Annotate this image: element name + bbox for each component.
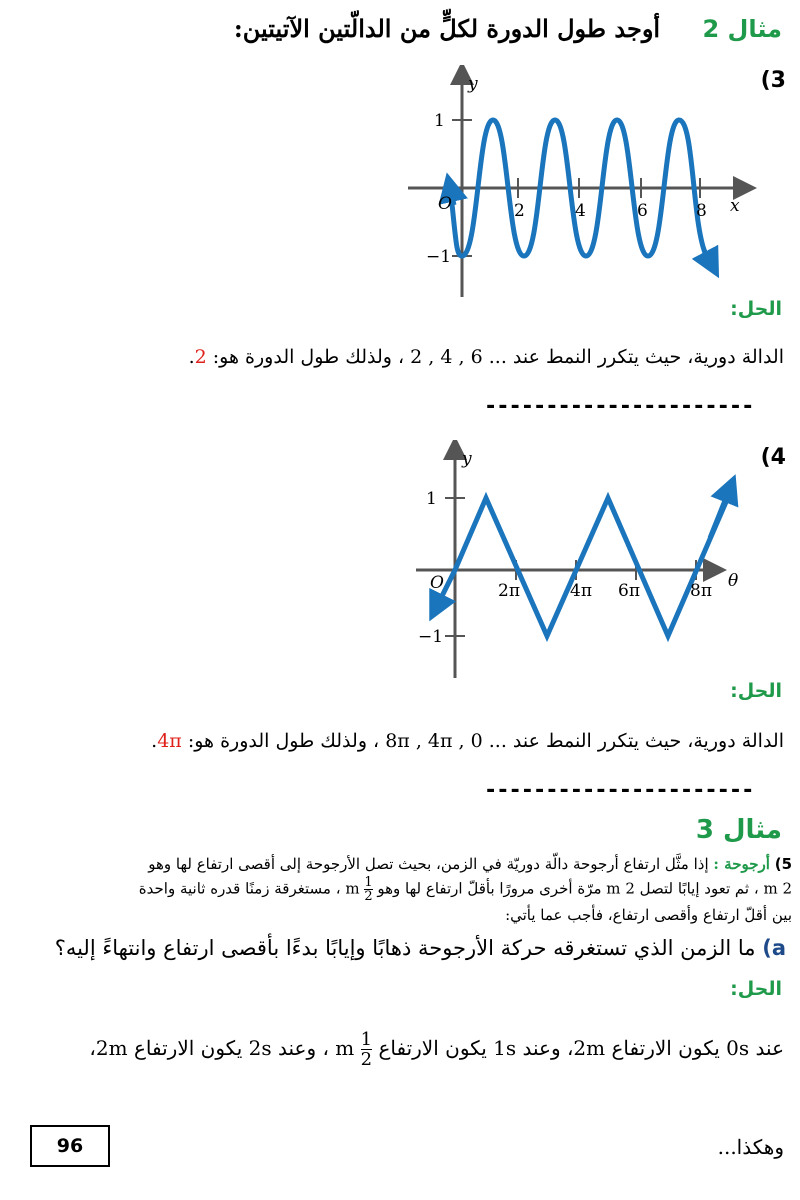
answer-frac-den: 2 [360, 1049, 373, 1070]
problem4-answer-value: 4π [157, 730, 182, 752]
problem4-answer-text: الدالة دورية، حيث يتكرر النمط عند ... 8π , 4π , 0 ، ولذلك طول الدورة هو: [187, 730, 784, 752]
page-number: 96 [30, 1125, 110, 1167]
divider-2: ---------------------- [484, 778, 754, 803]
problem3-answer-text: الدالة دورية، حيث يتكرر النمط عند ... 6 , 4 , 2 ، ولذلك طول الدورة هو: [212, 346, 784, 368]
example3-solution-label: الحل: [730, 978, 782, 1000]
problem3-ytick-neg1: −1 [426, 247, 452, 267]
question-text: ما الزمن الذي تستغرقه حركة الأرجوحة ذهابًا وإيابًا بدءًا بأقصى ارتفاع وانتهاءً إليه؟ [54, 936, 756, 960]
problem4-number: (4 [760, 445, 786, 470]
example3-problem-label: أرجوحة : [713, 855, 770, 873]
problem3-answer-end: . [188, 346, 195, 368]
problem3-xtick-4: 4 [575, 201, 586, 221]
problem4-y-label: y [462, 449, 472, 469]
example3-line3: بين أقلّ ارتفاع وأقصى ارتفاع، فأجب عما يأتي: [505, 906, 792, 924]
frac-num: 1 [364, 875, 373, 890]
answer-half-fraction [361, 1030, 372, 1069]
example3-line2a-text: 2 m ، ثم تعود إيابًا لتصل 2 m مرّة أخرى مرورًا بأقلّ ارتفاع لها وهو [377, 879, 792, 898]
problem3-answer-value: 2 [194, 346, 207, 368]
answer-part3: وهكذا... [717, 1135, 784, 1159]
problem4-solution-label: الحل: [730, 680, 782, 702]
problem4-graph [410, 440, 760, 680]
example2-heading [234, 14, 782, 43]
answer-part2: m ، وعند 2s يكون الارتفاع 2m، [89, 1036, 355, 1060]
example3-question [55, 936, 786, 960]
example2-instruction: أوجد طول الدورة لكلٍّ من الدالّتين الآتيتين: [233, 14, 661, 43]
problem4-xtick-6pi: 6π [618, 581, 640, 601]
problem3-graph [400, 65, 760, 305]
problem3-xtick-6: 6 [637, 201, 648, 221]
example3-line1-text: إذا مثَّل ارتفاع أرجوحة دالّة دوريّة في الزمن، بحيث تصل الأرجوحة إلى أقصى ارتفاع لها وهو [148, 855, 709, 873]
example3-problem-number: 5) [774, 855, 792, 873]
problem3-solution-label: الحل: [730, 298, 782, 320]
problem3-x-label: x [730, 196, 740, 216]
example3-line2b-text: m ، مستغرقة زمنًا قدره ثانية واحدة [138, 879, 360, 898]
question-letter: a) [762, 936, 786, 960]
answer-frac-num: 1 [360, 1029, 373, 1050]
answer-part1: عند 0s يكون الارتفاع 2m، وعند 1s يكون الارتفاع [378, 1036, 784, 1060]
example3-line1 [139, 852, 792, 876]
problem4-xtick-2pi: 2π [498, 581, 520, 601]
problem4-answer [151, 730, 784, 752]
problem3-ytick-1: 1 [434, 111, 445, 131]
problem4-triangle-wave [455, 498, 726, 636]
problem3-xtick-8: 8 [696, 201, 707, 221]
problem3-xtick-2: 2 [514, 201, 525, 221]
problem4-origin: O [430, 573, 444, 593]
problem3-answer [189, 346, 784, 368]
problem4-ytick-1: 1 [426, 489, 437, 509]
problem3-origin: O [438, 194, 452, 214]
problem4-x-label: θ [728, 571, 739, 591]
problem4-answer-end: . [151, 730, 158, 752]
example2-label: مثال 2 [702, 15, 782, 43]
problem4-ytick-neg1: −1 [418, 627, 444, 647]
problem4-xtick-8pi: 8π [690, 581, 712, 601]
example3-line2 [139, 876, 792, 903]
divider-1: ---------------------- [484, 394, 754, 419]
problem3-y-label: y [468, 74, 478, 94]
example3-answer [89, 1030, 784, 1069]
problem3-number: (3 [760, 68, 786, 93]
example3-label: مثال 3 [695, 815, 782, 845]
example3-problem [139, 852, 792, 927]
problem4-xtick-4pi: 4π [570, 581, 592, 601]
frac-den: 2 [364, 889, 373, 904]
example3-half-fraction [364, 876, 372, 903]
